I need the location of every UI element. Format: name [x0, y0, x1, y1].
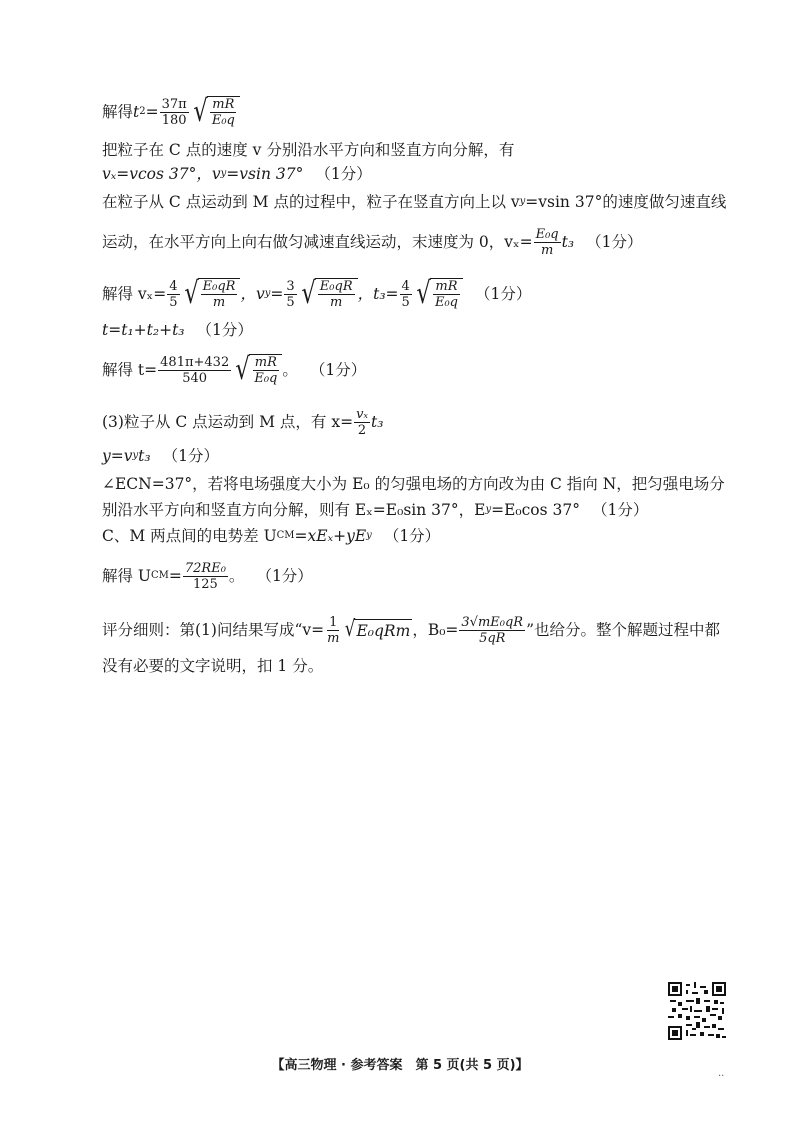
fraction — [167, 279, 179, 310]
numerator: 37π — [161, 96, 187, 112]
radical-sign: √ — [301, 276, 316, 311]
text: 解得 t= — [102, 361, 158, 379]
text: 在粒子从 C 点运动到 M 点的过程中，粒子在竖直方向上以 v — [102, 193, 520, 211]
radical-sign: √ — [193, 94, 208, 129]
denominator: 5 — [286, 294, 295, 310]
fraction — [534, 227, 561, 258]
text-line: C、M 两点间的电势差 U CM =xEₓ+yE y （1分） — [102, 527, 441, 545]
text: 运动，在水平方向上向右做匀减速直线运动，末速度为 0，vₓ= — [102, 233, 533, 251]
var: t — [133, 103, 140, 121]
text: ，B₀= — [412, 621, 459, 639]
text: = — [270, 285, 284, 303]
text-line: y=v y t₃ （1分） — [102, 447, 219, 465]
numerator: mR — [254, 355, 277, 370]
sqrt — [414, 278, 463, 310]
text: ”也给分。整个解题过程中都 — [526, 621, 721, 639]
denominator: m — [330, 295, 343, 310]
page-footer: 【高三物理 · 参考答案 第 5 页(共 5 页)】 — [271, 1058, 529, 1073]
text: 。 — [282, 361, 298, 379]
denominator: m — [540, 242, 554, 258]
numerator: 3 — [286, 278, 295, 294]
text: (3)粒子从 C 点运动到 M 点，有 x= — [102, 413, 354, 431]
text-line: 别沿水平方向和竖直方向分解，则有 Eₓ=E₀sin 37°，E y =E₀cos 37° （1分） — [102, 501, 649, 519]
fraction — [459, 615, 525, 646]
text: t₃ — [138, 447, 151, 465]
scoring-rules — [102, 608, 740, 652]
numerator: E₀qR — [319, 279, 353, 294]
denominator: E₀q — [211, 113, 235, 128]
denominator: E₀q — [254, 371, 278, 386]
text-line — [102, 222, 740, 262]
sqrt — [343, 619, 412, 641]
text: =vsin 37°的速度做匀速直线 — [525, 193, 727, 211]
fraction — [158, 355, 231, 386]
score-mark: （1分） — [162, 447, 219, 465]
numerator: E₀qR — [202, 279, 236, 294]
text: =xEₓ+yE — [294, 527, 367, 545]
numerator: mR — [212, 97, 235, 112]
sqrt — [182, 278, 241, 310]
denominator: 180 — [161, 112, 187, 128]
corner-mark: .. — [718, 1068, 725, 1079]
numerator: 4 — [401, 278, 410, 294]
text: vₓ=vcos 37°，v — [102, 165, 221, 183]
score-mark: （1分） — [383, 527, 441, 545]
text-line: 在粒子从 C 点运动到 M 点的过程中，粒子在竖直方向上以 v y =vsin 37°的速度做匀速直线 — [102, 193, 727, 211]
radical-sign: √ — [235, 352, 250, 387]
text-line — [102, 474, 740, 494]
equals: = — [145, 103, 159, 121]
text: = — [168, 567, 182, 585]
fraction — [325, 615, 341, 646]
numerator: E₀q — [535, 226, 559, 242]
text: 别沿水平方向和竖直方向分解，则有 Eₓ=E₀sin 37°，E — [102, 501, 486, 519]
text: t=t₁+t₂+t₃ — [102, 321, 185, 339]
denominator: 5 — [401, 294, 410, 310]
radical-sign: √ — [345, 617, 356, 642]
eq-velocities: 解得 vₓ= $\frac{4}{5}$ √ $\frac{\text{E₀qR}}{m}$ ，v y = $\frac{3}{5}$ √ $\frac{\text{E₀qR}}{m}$ ，t₃= $\frac{4}{5}$ √ $\frac{mR}{\text{E₀q}}$ （1分） — [102, 276, 532, 311]
eq-t2: 解得 t 2 = $\frac{37\pi}{180}$ √ $\frac{mR}{\text{E₀q}}$ — [102, 92, 740, 132]
text-line — [102, 656, 740, 676]
numerator: 72RE₀ — [184, 560, 226, 576]
numerator: vₓ — [356, 406, 369, 422]
text: y=v — [102, 447, 133, 465]
sqrt — [233, 354, 282, 386]
denominator: 5qR — [479, 630, 506, 646]
score-mark: （1分） — [196, 321, 253, 339]
var: t₃ — [371, 413, 384, 431]
text: C、M 两点间的电势差 U — [102, 527, 277, 545]
radical-sign: √ — [416, 276, 431, 311]
score-mark: （1分） — [591, 501, 649, 519]
radical-sign: √ — [183, 276, 199, 311]
eq-total-time — [102, 348, 740, 392]
numerator: 3√mE₀qR — [461, 614, 524, 630]
text-line — [102, 402, 740, 442]
text: 。 — [228, 567, 245, 585]
text: =E₀cos 37° — [491, 501, 580, 519]
text: 解得 vₓ= — [102, 285, 167, 303]
var: t₃ — [561, 233, 575, 251]
radicand: E₀qRm — [354, 619, 412, 641]
eq-potential-diff: 解得 U CM = $\frac{\text{72RE₀}}{125}$ 。 （1分） — [102, 560, 313, 592]
denominator: 540 — [182, 370, 208, 386]
text-line — [102, 140, 740, 160]
qr-code-icon — [668, 982, 726, 1040]
score-mark: （1分） — [586, 233, 643, 251]
score-mark: （1分） — [309, 361, 367, 379]
text-line: vₓ=vcos 37°，v y =vsin 37° （1分） — [102, 165, 372, 183]
text: 没有必要的文字说明，扣 1 分。 — [102, 657, 324, 675]
score-mark: （1分） — [315, 165, 372, 183]
score-mark: （1分） — [474, 285, 532, 303]
numerator: 1 — [329, 614, 338, 630]
text: ，t₃= — [357, 285, 399, 303]
score-mark: （1分） — [256, 567, 313, 585]
sqrt — [299, 278, 358, 310]
text: 评分细则：第(1)问结果写成“v= — [102, 621, 325, 639]
text-line — [102, 320, 740, 340]
fraction — [354, 407, 370, 438]
numerator: 4 — [169, 278, 178, 294]
denominator: E₀q — [434, 295, 458, 310]
denominator: 2 — [357, 422, 367, 438]
fraction — [160, 97, 189, 128]
denominator: 5 — [169, 294, 178, 310]
text: =vsin 37° — [226, 165, 304, 183]
text: 解得 — [102, 103, 134, 121]
denominator: m — [212, 295, 226, 310]
fraction — [284, 279, 296, 310]
fraction — [183, 561, 228, 592]
denominator: 125 — [192, 576, 218, 592]
text: ，v — [240, 285, 265, 303]
text: 把粒子在 C 点的速度 v 分别沿水平方向和竖直方向分解，有 — [102, 141, 515, 159]
numerator: mR — [435, 279, 458, 294]
sqrt — [191, 96, 240, 128]
text: ∠ECN=37°，若将电场强度大小为 E₀ 的匀强电场的方向改为由 C 指向 N，把匀强电场分 — [102, 475, 725, 493]
numerator: 481π+432 — [160, 354, 230, 370]
denominator: m — [327, 630, 340, 646]
text: 解得 U — [102, 567, 151, 585]
fraction — [400, 279, 412, 310]
